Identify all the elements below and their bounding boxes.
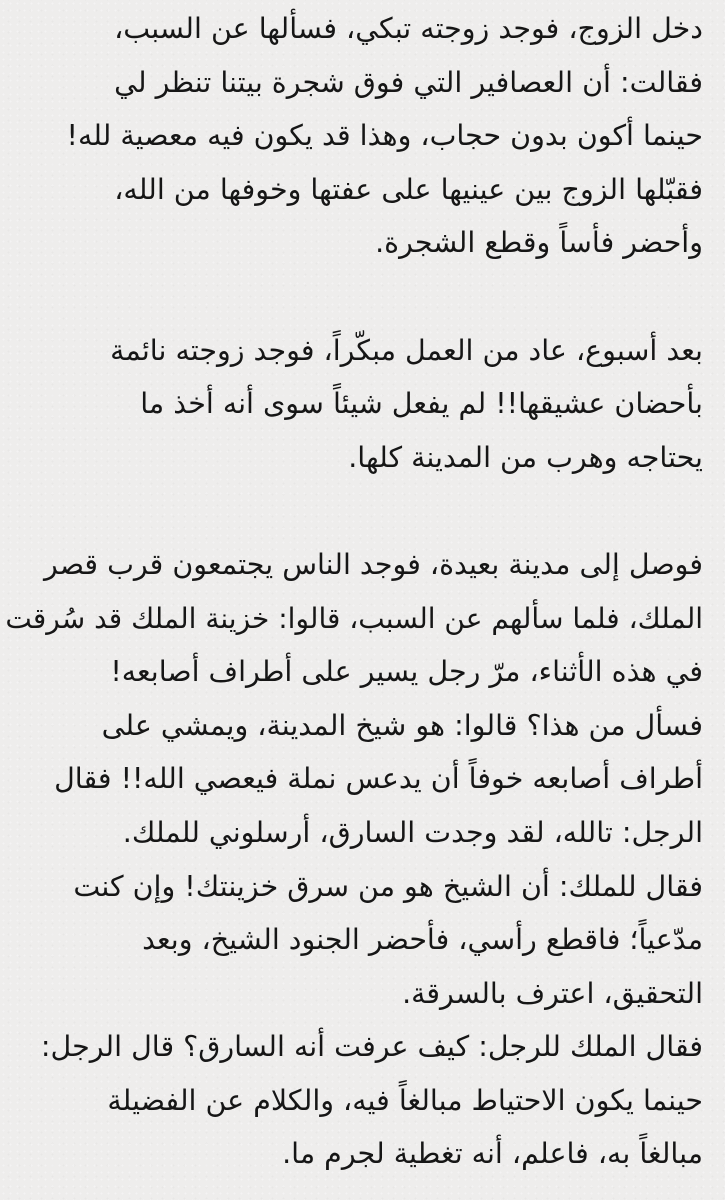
text-line: الملك، فلما سألهم عن السبب، قالوا: خزينة الملك قد سُرقت [5,601,703,635]
text-line: بعد أسبوع، عاد من العمل مبكّراً، فوجد زوجته نائمة [110,333,703,367]
text-line: فوصل إلى مدينة بعيدة، فوجد الناس يجتمعون قرب قصر [43,547,703,581]
text-line: حينما يكون الاحتياط مبالغاً فيه، والكلام عن الفضيلة [107,1083,703,1117]
text-line: في هذه الأثناء، مرّ رجل يسير على أطراف أصابعه! [110,655,703,689]
text-line: الرجل: تالله، لقد وجدت السارق، أرسلوني للملك. [122,815,703,849]
paragraph-3 [4,538,703,1181]
paragraph-2 [4,324,703,485]
text-line: فقال الملك للرجل: كيف عرفت أنه السارق؟ قال الرجل: [40,1030,703,1064]
text-line: فقال للملك: أن الشيخ هو من سرق خزينتك! وإن كنت [73,869,703,903]
text-line: دخل الزوج، فوجد زوجته تبكي، فسألها عن السبب، [114,12,703,45]
paragraph-1 [4,2,703,270]
paragraph-spacer [4,270,703,324]
text-line: فسأل من هذا؟ قالوا: هو شيخ المدينة، ويمشي على [101,708,703,742]
text-line: حينما أكون بدون حجاب، وهذا قد يكون فيه معصية لله! [66,119,703,153]
text-line: أطراف أصابعه خوفاً أن يدعس نملة فيعصي الله!! فقال [54,762,703,796]
text-line: بأحضان عشيقها!! لم يفعل شيئاً سوى أنه أخذ ما [140,387,703,421]
paragraph-spacer [4,484,703,538]
text-line: وأحضر فأساً وقطع الشجرة. [375,226,703,260]
text-line: فقالت: أن العصافير التي فوق شجرة بيتنا تنظر لي [114,65,703,99]
text-line: التحقيق، اعترف بالسرقة. [402,976,703,1010]
text-line: مدّعياً؛ فاقطع رأسي، فأحضر الجنود الشيخ، وبعد [142,923,703,957]
text-line: فقبّلها الزوج بين عينيها على عفتها وخوفها من الله، [114,172,703,206]
text-line: يحتاجه وهرب من المدينة كلها. [348,440,703,474]
text-line: مبالغاً به، فاعلم، أنه تغطية لجرم ما. [282,1137,703,1171]
